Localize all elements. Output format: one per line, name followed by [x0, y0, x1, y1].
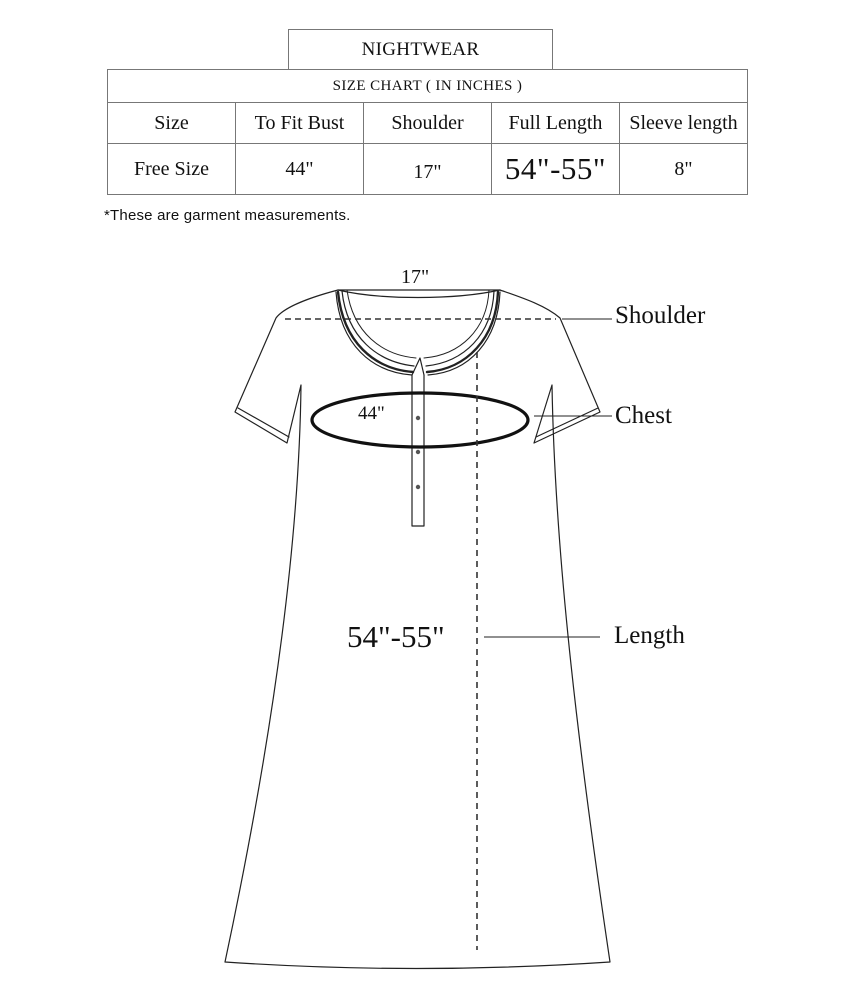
- size-chart-subtitle: SIZE CHART ( IN INCHES ): [108, 70, 748, 103]
- header-full-length: Full Length: [492, 103, 620, 144]
- chest-label: Chest: [615, 402, 672, 429]
- shoulder-measure-value: 17": [401, 266, 430, 288]
- chest-measure-ellipse: [312, 393, 528, 447]
- back-neck: [338, 290, 500, 298]
- chest-measure-value: 44": [358, 403, 385, 424]
- length-label: Length: [614, 622, 685, 649]
- header-size: Size: [108, 103, 236, 144]
- button: [416, 485, 420, 489]
- value-full-length: 54"-55": [492, 144, 620, 195]
- right-sleeve-hem: [536, 408, 598, 437]
- value-sleeve-length: 8": [620, 144, 748, 195]
- page-title: NIGHTWEAR: [288, 29, 553, 69]
- button: [416, 416, 420, 420]
- left-sleeve-hem: [238, 408, 289, 437]
- header-sleeve-length: Sleeve length: [620, 103, 748, 144]
- value-size: Free Size: [108, 144, 236, 195]
- button: [416, 450, 420, 454]
- buttons: [416, 416, 420, 489]
- value-shoulder: 17": [364, 144, 492, 195]
- shoulder-label: Shoulder: [615, 302, 706, 329]
- header-to-fit-bust: To Fit Bust: [236, 103, 364, 144]
- length-measure-value: 54"-55": [347, 619, 445, 654]
- value-to-fit-bust: 44": [236, 144, 364, 195]
- header-shoulder: Shoulder: [364, 103, 492, 144]
- measurement-note: *These are garment measurements.: [104, 207, 351, 224]
